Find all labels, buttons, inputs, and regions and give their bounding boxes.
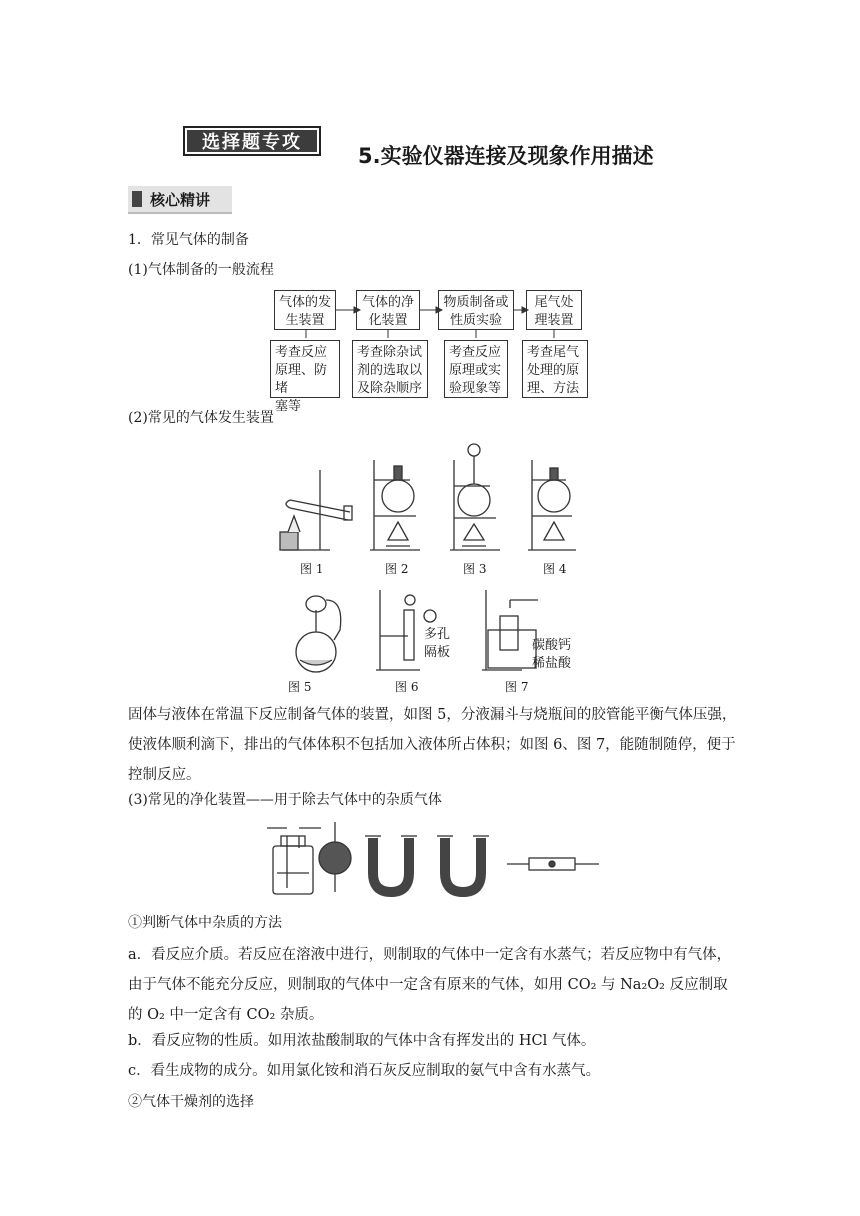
flow-box-generation: 气体的发 生装置 [274, 290, 336, 330]
fig-label-1: 图 1 [300, 562, 324, 576]
drying-bulb [319, 822, 351, 892]
flow-box-purification: 气体的净 化装置 [356, 290, 420, 330]
purification-apparatus-figure [265, 818, 605, 898]
fig-label-4: 图 4 [543, 562, 567, 576]
fig-label-7: 图 7 [505, 680, 529, 694]
fig-label-3: 图 3 [463, 562, 487, 576]
flow-box-tail-gas: 尾气处 理装置 [526, 290, 582, 330]
fig-label-6: 图 6 [395, 680, 419, 694]
fig4-flask-stand [528, 460, 576, 550]
paragraph-generators: 固体与液体在常温下反应制备气体的装置，如图 5，分液漏斗与烧瓶间的胶管能平衡气体压强，使液体顺利滴下，排出的气体体积不包括加入液体所占体积；如图 6、图 7，能随制随停，便于控制反应。 [128, 707, 737, 783]
section-heading [128, 186, 232, 214]
section-badge [183, 126, 321, 156]
fig7-beaker-apparatus [482, 590, 538, 670]
section-bar-icon [132, 191, 142, 207]
heading-gas-prep: 1．常见气体的制备 [128, 232, 249, 248]
u-tube-2 [437, 836, 489, 892]
fig-label-5: 图 5 [288, 680, 312, 694]
heading-purification: (3)常见的净化装置——用于除去气体中的杂质气体 [128, 792, 442, 808]
drying-tube [507, 858, 599, 870]
flow-note-purification: 考查除杂试 剂的选取以 及除杂顺序 [352, 340, 428, 398]
fig5-funnel-flask [296, 596, 341, 672]
heading-desiccant: ②气体干燥剂的选择 [128, 1094, 254, 1110]
page-title: 5.实验仪器连接及现象作用描述 [358, 144, 654, 168]
fig6-callout: 多孔 隔板 [424, 627, 451, 660]
fig1-heating-tube [280, 470, 352, 550]
wash-bottle [267, 828, 321, 894]
paragraph-c: c．看生成物的成分。如用氯化铵和消石灰反应制取的氨气中含有水蒸气。 [128, 1063, 601, 1079]
fig-label-2: 图 2 [385, 562, 409, 576]
badge-label: 选择题专攻 [187, 130, 317, 152]
section-title: 核心精讲 [150, 190, 211, 209]
flow-chart [270, 290, 590, 414]
flow-note-experiment: 考查反应 原理或实 验现象等 [444, 340, 508, 398]
heading-generators: (2)常见的气体发生装置 [128, 410, 274, 426]
paragraph-b: b．看反应物的性质。如用浓盐酸制取的气体中含有挥发出的 HCl 气体。 [128, 1033, 596, 1049]
paragraph-a: a．看反应介质。若反应在溶液中进行，则制取的气体中一定含有水蒸气；若反应物中有气体，由于气体不能充分反应，则制取的气体中一定含有原来的气体，如用 CO₂ 与 Na₂O₂ 反应制取的 O₂ 中一定含有 CO₂ 杂质。 [128, 947, 732, 1023]
heading-judge: ①判断气体中杂质的方法 [128, 915, 282, 931]
fig7-callout-hcl: 稀盐酸 [532, 656, 572, 671]
u-tube-1 [365, 836, 417, 892]
fig3-funnel-flask [450, 444, 500, 550]
fig7-callout-caco3: 碳酸钙 [532, 638, 572, 653]
subheading-flow: (1)气体制备的一般流程 [128, 262, 274, 278]
flow-note-tail-gas: 考查尾气 处理的原 理、方法 [522, 340, 588, 398]
flow-note-generation: 考查反应 原理、防堵 塞等 [270, 340, 340, 398]
flow-box-experiment: 物质制备或 性质实验 [438, 290, 514, 330]
fig2-flask-apparatus [370, 460, 420, 550]
